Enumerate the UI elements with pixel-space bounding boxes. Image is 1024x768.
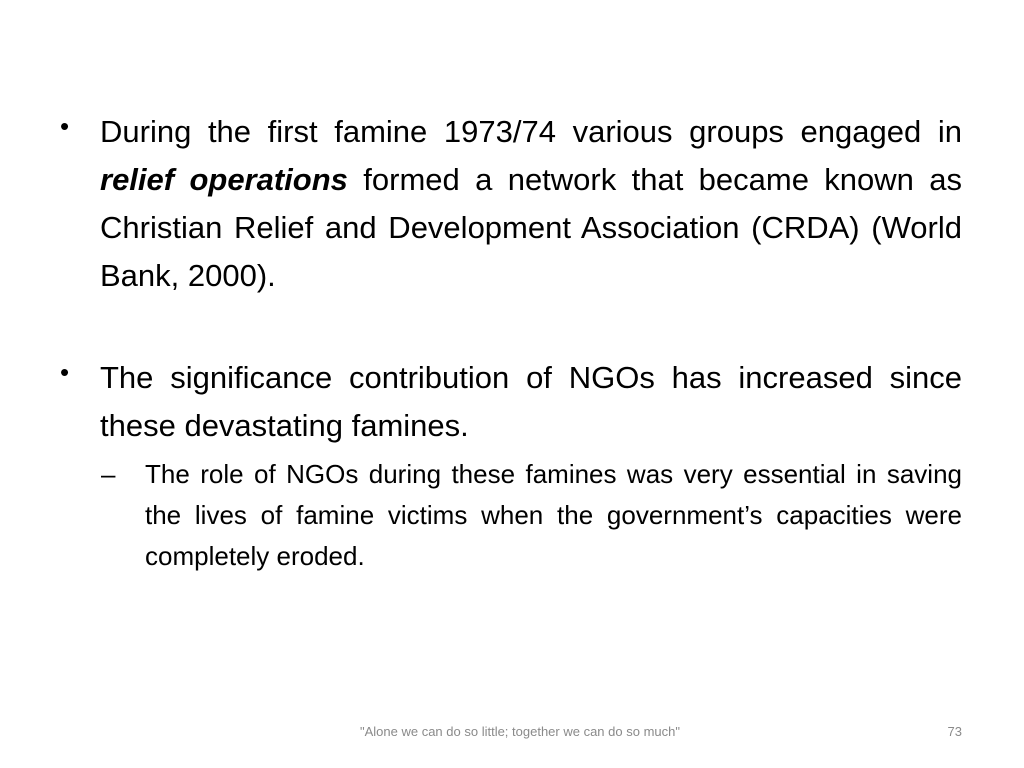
sub-bullet-item [101, 454, 962, 577]
bullet-text: The significance contribution of NGOs has increased since these devastating famines. [100, 360, 962, 443]
bullet-emphasis: relief operations [100, 162, 348, 197]
footer-quote: "Alone we can do so little; together we can do so much" [360, 724, 680, 739]
bullet-item [60, 354, 962, 450]
sub-bullet-text: The role of NGOs during these famines was very essential in saving the lives of famine victims when the government’s capacities were completely eroded. [145, 459, 962, 571]
slide-content [60, 108, 962, 577]
slide-number: 73 [947, 724, 962, 739]
bullet-item [60, 108, 962, 300]
bullet-text-start: During the first famine 1973/74 various groups engaged in [100, 114, 962, 149]
bullet-text-end: formed a network that became known as Christian Relief and Development Association (CRDA) (World Bank, 2000). [100, 162, 962, 293]
bullet-text [100, 114, 962, 293]
bullet-icon: • [60, 111, 70, 141]
dash-icon: – [101, 459, 116, 489]
bullet-icon: • [60, 357, 70, 387]
